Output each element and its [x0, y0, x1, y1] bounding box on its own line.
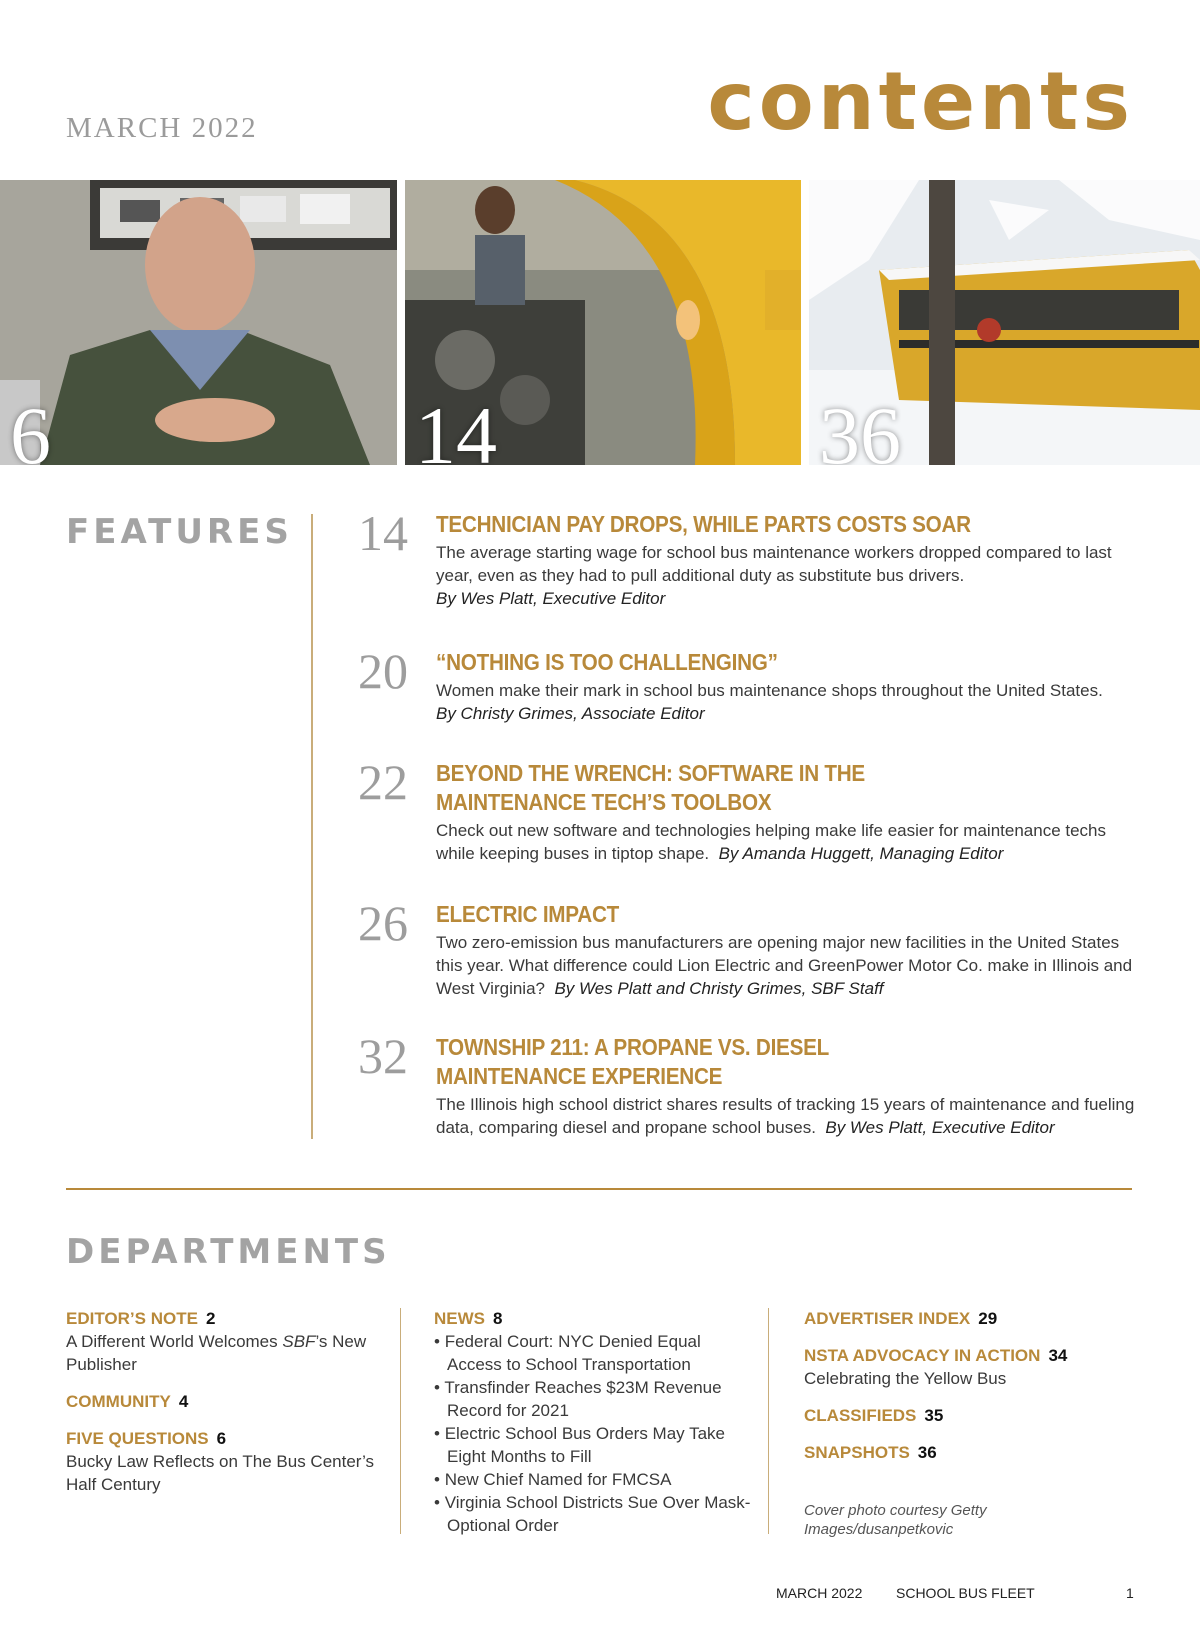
department-title[interactable]: SNAPSHOTS: [804, 1443, 910, 1462]
department-title[interactable]: NSTA ADVOCACY IN ACTION: [804, 1346, 1041, 1365]
department-page: 6: [216, 1429, 227, 1448]
department-page: 35: [924, 1406, 944, 1425]
feature-page-number: 20: [358, 643, 408, 699]
photo-feature-36[interactable]: [809, 180, 1200, 465]
department-text: Bucky Law Reflects on The Bus Center’s Half Century: [66, 1452, 375, 1494]
news-item: • New Chief Named for FMCSA: [434, 1468, 754, 1491]
page-title: contents: [707, 55, 1134, 148]
department-page: 34: [1048, 1346, 1068, 1365]
department-page: 2: [205, 1309, 216, 1328]
feature-description: [436, 1093, 1136, 1139]
feature-title[interactable]: ELECTRIC IMPACT: [436, 901, 620, 927]
feature-description: [436, 931, 1136, 1000]
photo-page-number: 14: [415, 390, 497, 465]
department-item[interactable]: [66, 1427, 386, 1496]
departments-divider: [66, 1188, 1132, 1190]
feature-page-number: 26: [358, 895, 408, 951]
news-item: • Virginia School Districts Sue Over Mask-Optional Order: [434, 1491, 754, 1537]
news-item: • Electric School Bus Orders May Take Eight Months to Fill: [434, 1422, 754, 1468]
feature-byline: By Wes Platt and Christy Grimes, SBF Staff: [554, 979, 884, 998]
department-title[interactable]: NEWS: [434, 1309, 485, 1328]
feature-desc-text: The Illinois high school district shares results of tracking 15 years of maintenance and fueling data, comparing diesel and propane school buses.: [436, 1095, 1135, 1137]
feature-byline: By Christy Grimes, Associate Editor: [436, 704, 705, 723]
feature-description: [436, 679, 1136, 725]
feature-page-number: 14: [358, 505, 408, 561]
department-item[interactable]: [66, 1390, 386, 1413]
department-page: 29: [978, 1309, 998, 1328]
feature-byline: By Amanda Huggett, Managing Editor: [718, 844, 1004, 863]
feature-byline: By Wes Platt, Executive Editor: [825, 1118, 1055, 1137]
photo-feature-6[interactable]: [0, 180, 397, 465]
feature-title[interactable]: TOWNSHIP 211: A PROPANE VS. DIESEL MAINTENANCE EXPERIENCE: [436, 1034, 829, 1089]
feature-desc-text: Check out new software and technologies helping make life easier for maintenance techs while keeping buses in tiptop shape.: [436, 821, 1106, 863]
news-item: • Transfinder Reaches $23M Revenue Record for 2021: [434, 1376, 754, 1422]
feature-description: [436, 819, 1136, 865]
column-divider: [400, 1308, 401, 1534]
cover-credit: Cover photo courtesy Getty Images/dusanpetkovic: [804, 1502, 987, 1538]
department-title[interactable]: COMMUNITY: [66, 1392, 171, 1411]
feature-byline: By Wes Platt, Executive Editor: [436, 589, 666, 608]
department-item[interactable]: [804, 1441, 1124, 1464]
feature-page-number: 22: [358, 754, 408, 810]
feature-title[interactable]: TECHNICIAN PAY DROPS, WHILE PARTS COSTS SOAR: [436, 511, 971, 537]
department-page: 36: [917, 1443, 937, 1462]
photo-page-number: 36: [819, 390, 901, 465]
department-item[interactable]: [434, 1307, 754, 1537]
news-item: • Federal Court: NYC Denied Equal Access to School Transportation: [434, 1330, 754, 1376]
department-title[interactable]: EDITOR’S NOTE: [66, 1309, 198, 1328]
features-divider: [311, 514, 313, 1139]
feature-desc-text: The average starting wage for school bus maintenance workers dropped compared to last year, even as they had to pull additional duty as substitute bus drivers.: [436, 543, 1112, 585]
footer-page-number: 1: [1126, 1585, 1134, 1601]
feature-title[interactable]: “NOTHING IS TOO CHALLENGING”: [436, 649, 778, 675]
department-title[interactable]: ADVERTISER INDEX: [804, 1309, 971, 1328]
feature-title[interactable]: BEYOND THE WRENCH: SOFTWARE IN THE MAINTENANCE TECH’S TOOLBOX: [436, 760, 865, 815]
department-text: Celebrating the Yellow Bus: [804, 1369, 1007, 1388]
department-title[interactable]: CLASSIFIEDS: [804, 1406, 917, 1425]
department-title[interactable]: FIVE QUESTIONS: [66, 1429, 209, 1448]
department-page: 4: [178, 1392, 189, 1411]
departments-column-2: [434, 1307, 754, 1551]
feature-page-number: 32: [358, 1028, 408, 1084]
photo-page-number: 6: [10, 390, 51, 465]
department-item[interactable]: [804, 1307, 1124, 1330]
issue-date: MARCH 2022: [66, 112, 258, 144]
department-page: 8: [493, 1309, 503, 1328]
features-heading: FEATURES: [66, 512, 293, 552]
news-list: [434, 1330, 754, 1537]
footer-date: MARCH 2022: [776, 1585, 863, 1601]
departments-column-1: [66, 1307, 386, 1510]
departments-column-3: [804, 1307, 1124, 1478]
feature-description: [436, 541, 1136, 610]
department-item[interactable]: [804, 1344, 1124, 1390]
department-item[interactable]: [804, 1404, 1124, 1427]
portrait-photo-image: [0, 180, 397, 465]
department-item[interactable]: [66, 1307, 386, 1376]
feature-desc-text: Women make their mark in school bus maintenance shops throughout the United States.: [436, 681, 1103, 700]
column-divider: [768, 1308, 769, 1534]
departments-heading: DEPARTMENTS: [66, 1232, 391, 1272]
feature-desc-text: Two zero-emission bus manufacturers are opening major new facilities in the United States this year. What difference could Lion Electric and GreenPower Motor Co. make in Illinois and West Virginia?: [436, 933, 1133, 998]
footer-publication: SCHOOL BUS FLEET: [896, 1585, 1035, 1601]
photo-feature-14[interactable]: [405, 180, 801, 465]
department-text: A Different World Welcomes SBF’s New Publisher: [66, 1332, 367, 1374]
